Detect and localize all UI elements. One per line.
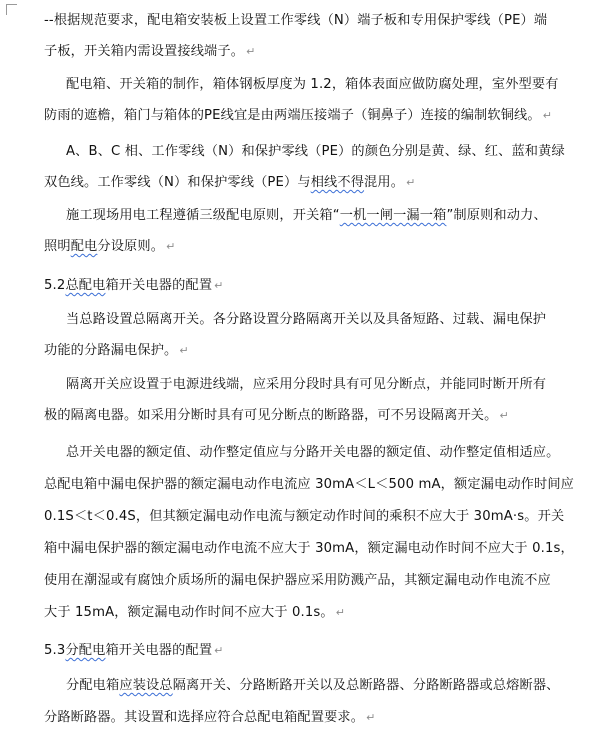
text-line bbox=[44, 237, 175, 257]
spellcheck-flagged-text: 相线不得 bbox=[310, 175, 365, 190]
text-run: 箱中漏电保护器的额定漏电动作电流不应大于 30mA，额定漏电动作时间不应大于 0.1s， bbox=[44, 541, 574, 556]
text-run: 分配电箱 bbox=[66, 678, 120, 693]
text-line bbox=[66, 75, 559, 95]
text-run: A、B、C 相、工作零线（N）和保护零线（PE）的颜色分别是黄、绿、红、蓝和黄绿 bbox=[66, 144, 565, 159]
text-line bbox=[44, 106, 552, 126]
text-run: 使用在潮湿或有腐蚀介质场所的漏电保护器应采用防溅产品，其额定漏电动作电流不应 bbox=[44, 573, 551, 588]
text-line bbox=[44, 539, 574, 559]
text-run: 子板，开关箱内需设置接线端子。 bbox=[44, 44, 245, 59]
spellcheck-flagged-text: 分配电 bbox=[65, 643, 106, 658]
text-line bbox=[44, 276, 224, 296]
text-run: 极的隔离电器。如采用分断时具有可见分断点的断路器，可不另设隔离开关。 bbox=[44, 408, 498, 423]
text-run: 隔离开关、分路断路开关以及总断路器、分路断路器或总熔断器、 bbox=[172, 678, 560, 693]
text-run: 功能的分路漏电保护。 bbox=[44, 343, 178, 358]
text-run: 照明 bbox=[44, 239, 71, 254]
spellcheck-flagged-text: 一机一闸一漏一箱 bbox=[339, 208, 447, 223]
paragraph-mark-icon: ↵ bbox=[335, 606, 346, 619]
text-run: 总开关电器的额定值、动作整定值应与分路开关电器的额定值、动作整定值相适应。 bbox=[66, 445, 560, 460]
text-line bbox=[44, 173, 415, 193]
text-run: 混用。 bbox=[364, 175, 405, 190]
text-run: 箱开关电器的配置 bbox=[105, 278, 213, 293]
text-line bbox=[44, 42, 255, 62]
text-run: ”制原则和动力、 bbox=[446, 208, 547, 223]
text-run: 总配电箱中漏电保护器的额定漏电动作电流应 30mA＜L＜500 mA，额定漏电动作时间应 bbox=[44, 477, 575, 492]
paragraph-mark-icon: ↵ bbox=[499, 409, 509, 422]
text-run: 防雨的遮檐，箱门与箱体的PE线宜是由两端压接端子（铜鼻子）连接的编制软铜线。 bbox=[44, 108, 541, 123]
paragraph-mark-icon: ↵ bbox=[166, 240, 176, 253]
text-line bbox=[44, 507, 564, 527]
text-run: 5.2 bbox=[44, 278, 66, 293]
text-line bbox=[66, 375, 546, 395]
text-run: 隔离开关应设置于电源进线端，应采用分段时具有可见分断点，并能同时断开所有 bbox=[66, 377, 547, 392]
spellcheck-flagged-text: 总配电 bbox=[65, 278, 106, 293]
paragraph-mark-icon: ↵ bbox=[542, 109, 553, 122]
paragraph-mark-icon: ↵ bbox=[246, 45, 256, 58]
paragraph-mark-icon: ↵ bbox=[214, 279, 224, 292]
text-run: 箱开关电器的配置 bbox=[105, 643, 213, 658]
text-line bbox=[44, 475, 574, 495]
text-line bbox=[66, 206, 547, 226]
text-line bbox=[44, 708, 375, 728]
text-run: 配电箱、开关箱的制作，箱体钢板厚度为 1.2，箱体表面应做防腐处理，室外型要有 bbox=[66, 77, 559, 92]
text-line bbox=[66, 443, 559, 463]
text-line bbox=[44, 341, 189, 361]
text-run: 0.1S＜t＜0.4S，但其额定漏电动作电流与额定动作时间的乘积不应大于 30mA·s。开关 bbox=[44, 509, 565, 524]
paragraph-mark-icon: ↵ bbox=[179, 344, 189, 357]
text-run: --根据规范要求，配电箱安装板上设置工作零线（N）端子板和专用保护零线（PE）端 bbox=[44, 13, 548, 28]
text-line bbox=[66, 142, 565, 162]
text-line bbox=[44, 641, 224, 661]
text-run: 双色线。工作零线（N）和保护零线（PE）与 bbox=[44, 175, 311, 190]
text-line bbox=[44, 603, 345, 623]
text-line bbox=[44, 571, 551, 591]
text-line bbox=[66, 676, 560, 696]
paragraph-mark-icon: ↵ bbox=[214, 644, 224, 657]
text-run: 分路断路器。其设置和选择应符合总配电箱配置要求。 bbox=[44, 710, 365, 725]
paragraph-mark-icon: ↵ bbox=[406, 176, 416, 189]
text-line bbox=[44, 11, 547, 31]
paragraph-mark-icon: ↵ bbox=[366, 711, 376, 724]
text-run: 施工现场用电工程遵循三级配电原则，开关箱“ bbox=[66, 208, 340, 223]
text-run: 分设原则。 bbox=[97, 239, 165, 254]
text-line bbox=[66, 310, 546, 330]
text-run: 大于 15mA，额定漏电动作时间不应大于 0.1s。 bbox=[44, 605, 334, 620]
spellcheck-flagged-text: 配电 bbox=[70, 239, 98, 254]
page-corner-marker bbox=[6, 4, 17, 15]
spellcheck-flagged-text: 应装设总 bbox=[119, 678, 173, 693]
text-run: 当总路设置总隔离开关。各分路设置分路隔离开关以及具备短路、过载、漏电保护 bbox=[66, 312, 547, 327]
text-line bbox=[44, 406, 509, 426]
text-run: 5.3 bbox=[44, 643, 66, 658]
